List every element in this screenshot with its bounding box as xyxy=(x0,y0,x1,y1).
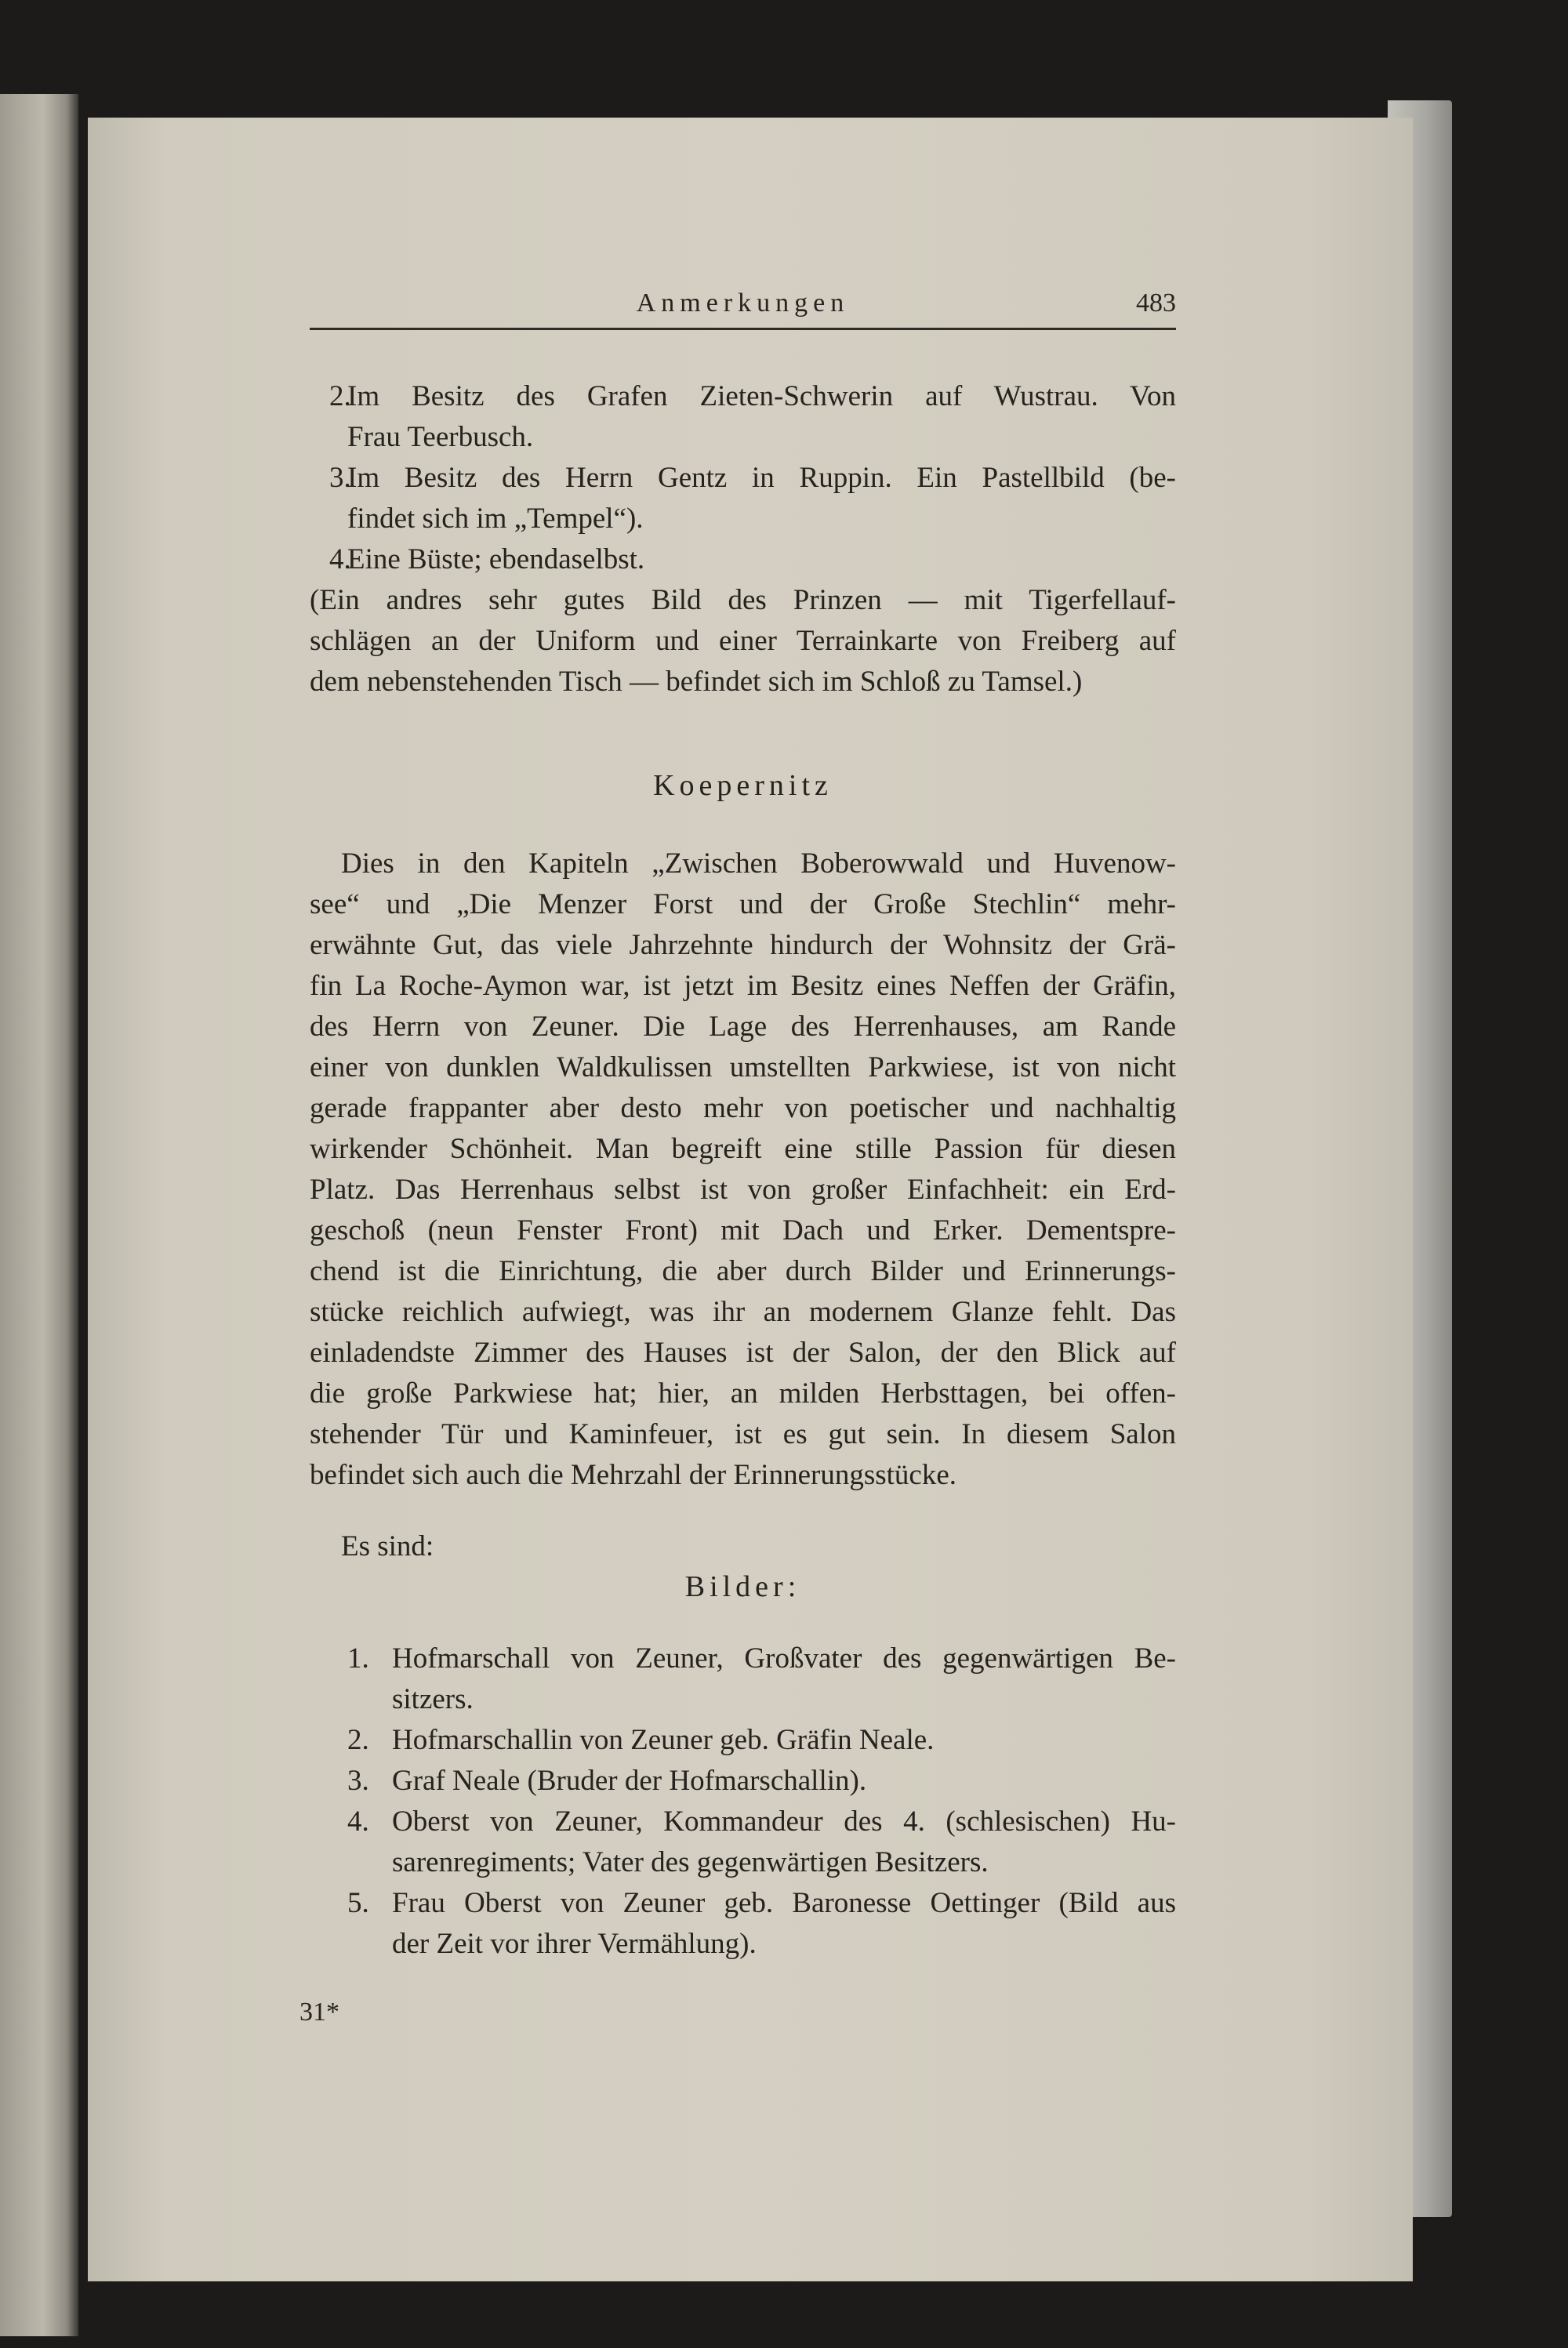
text-line: Platz. Das Herrenhaus selbst ist von großer Einfachheit: ein Erd- xyxy=(310,1174,1176,1206)
list-line xyxy=(310,539,1176,580)
text-line: einer von dunklen Waldkulissen umstellten Parkwiese, ist von nicht xyxy=(310,1051,1176,1083)
item-text: Hofmarschallin von Zeuner geb. Gräfin Neale. xyxy=(392,1724,935,1756)
item-text: findet sich im „Tempel“). xyxy=(347,503,644,535)
list-line xyxy=(310,458,1176,499)
text-line: des Herrn von Zeuner. Die Lage des Herrenhauses, am Rande xyxy=(310,1011,1176,1043)
text-line: fin La Roche-Aymon war, ist jetzt im Besitz eines Neffen der Gräfin, xyxy=(310,970,1176,1002)
item-number: 3. xyxy=(329,462,351,494)
text-line: (Ein andres sehr gutes Bild des Prinzen — mit Tigerfellauf- xyxy=(310,584,1176,616)
text-line: erwähnte Gut, das viele Jahrzehnte hindurch der Wohnsitz der Grä- xyxy=(310,929,1176,961)
text-line: chend ist die Einrichtung, die aber durch Bilder und Erinnerungs- xyxy=(310,1255,1176,1287)
list-line xyxy=(310,1883,1176,1924)
item-text: Hofmarschall von Zeuner, Großvater des gegenwärtigen Be- xyxy=(392,1642,1176,1675)
notes-aside xyxy=(310,580,1176,702)
item-number: 2. xyxy=(347,1724,369,1756)
item-text: Frau Teerbusch. xyxy=(347,421,534,453)
text-line: schlägen an der Uniform und einer Terrainkarte von Freiberg auf xyxy=(310,625,1176,657)
text-line: stücke reichlich aufwiegt, was ihr an modernem Glanze fehlt. Das xyxy=(310,1296,1176,1328)
text-line: gerade frappanter aber desto mehr von poetischer und nachhaltig xyxy=(310,1092,1176,1124)
text-line: befindet sich auch die Mehrzahl der Erinnerungsstücke. xyxy=(310,1459,957,1491)
item-text: Eine Büste; ebendaselbst. xyxy=(347,543,645,575)
item-text: Frau Oberst von Zeuner geb. Baronesse Oettinger (Bild aus xyxy=(392,1887,1176,1919)
section-title: Koepernitz xyxy=(653,769,833,802)
list-line xyxy=(310,417,1176,458)
item-text: sitzers. xyxy=(392,1683,474,1715)
item-text: Oberst von Zeuner, Kommandeur des 4. (schlesischen) Hu- xyxy=(392,1805,1176,1838)
list-line xyxy=(310,376,1176,417)
item-number: 4. xyxy=(347,1805,369,1838)
page-number: 483 xyxy=(1136,289,1176,318)
pictures-subheading: Bilder: xyxy=(684,1570,801,1603)
signature-mark: 31* xyxy=(299,1998,339,2027)
text-line: stehender Tür und Kaminfeuer, ist es gut sein. In diesem Salon xyxy=(310,1418,1176,1450)
text-line: die große Parkwiese hat; hier, an milden Herbsttagen, bei offen- xyxy=(310,1377,1176,1410)
list-line xyxy=(310,499,1176,539)
text-line: wirkender Schönheit. Man begreift eine stille Passion für diesen xyxy=(310,1133,1176,1165)
text-line: dem nebenstehenden Tisch — befindet sich im Schloß zu Tamsel.) xyxy=(310,666,1083,698)
list-line xyxy=(310,1639,1176,1679)
list-line xyxy=(310,1802,1176,1842)
es-sind-text: Es sind: xyxy=(341,1530,434,1562)
item-text: Graf Neale (Bruder der Hofmarschallin). xyxy=(392,1765,867,1797)
text-line: geschoß (neun Fenster Front) mit Dach und Erker. Dementspre- xyxy=(310,1214,1176,1247)
item-text: Im Besitz des Grafen Zieten-Schwerin auf Wustrau. Von xyxy=(347,380,1176,412)
list-line xyxy=(310,1842,1176,1883)
item-text: der Zeit vor ihrer Vermählung). xyxy=(392,1928,757,1960)
previous-page-edge xyxy=(0,94,78,2336)
list-line xyxy=(310,1679,1176,1720)
item-number: 4. xyxy=(329,543,351,575)
item-number: 5. xyxy=(347,1887,369,1919)
es-sind-line xyxy=(310,1526,1176,1567)
notes-list xyxy=(310,376,1176,580)
running-header-title: Anmerkungen xyxy=(636,289,850,318)
item-number: 1. xyxy=(347,1642,369,1675)
pictures-list xyxy=(310,1639,1176,1965)
text-line: Dies in den Kapiteln „Zwischen Boberowwald und Huvenow- xyxy=(341,847,1176,880)
item-number: 3. xyxy=(347,1765,369,1797)
item-text: sarenregiments; Vater des gegenwärtigen Besitzers. xyxy=(392,1846,989,1878)
list-line xyxy=(310,1924,1176,1965)
item-number: 2. xyxy=(329,380,351,412)
section-paragraph xyxy=(310,844,1176,1496)
header-rule xyxy=(310,328,1176,330)
list-line xyxy=(310,1761,1176,1802)
list-line xyxy=(310,1720,1176,1761)
text-line: see“ und „Die Menzer Forst und der Große Stechlin“ mehr- xyxy=(310,888,1176,920)
item-text: Im Besitz des Herrn Gentz in Ruppin. Ein Pastellbild (be- xyxy=(347,462,1176,494)
text-line: einladendste Zimmer des Hauses ist der Salon, der den Blick auf xyxy=(310,1337,1176,1369)
